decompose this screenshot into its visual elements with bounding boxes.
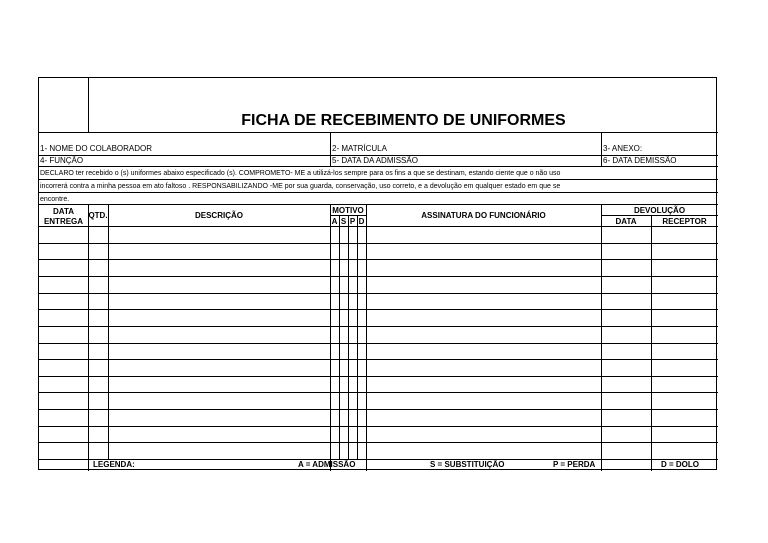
header-devolucao: DEVOLUÇÃO [633, 206, 686, 215]
table-row-line [39, 326, 718, 327]
header-motivo: MOTIVO [332, 206, 364, 215]
declaration-line: encontre. [40, 196, 70, 203]
header-motivo-p: P [349, 217, 356, 226]
table-row-line [39, 459, 718, 460]
legend-p: P = PERDA [553, 460, 596, 469]
field-data-admissao[interactable]: 5- DATA DA ADMISSÃO [332, 156, 418, 165]
table-column-line [348, 215, 349, 459]
table-grid [39, 78, 718, 471]
table-row-line [39, 259, 718, 260]
field-anexo[interactable]: 3- ANEXO: [603, 144, 643, 153]
declaration-line: incorrerá contra a minha pessoa em ato faltoso . RESPONSABILIZANDO -ME por sua guarda, conservação, uso correto, e a devolução em qualquer estado em que se [40, 183, 561, 190]
table-row-line [39, 392, 718, 393]
header-qtd: QTD. [88, 211, 108, 220]
table-row-line [39, 276, 718, 277]
legend-label: LEGENDA: [93, 460, 135, 469]
header-dev-receptor: RECEPTOR [662, 217, 707, 226]
header-motivo-a: A [331, 217, 338, 226]
field-matricula[interactable]: 2- MATRÍCULA [332, 144, 387, 153]
field-data-demissao[interactable]: 6- DATA DEMISSÃO [603, 156, 677, 165]
table-row-line [39, 442, 718, 443]
header-motivo-d: D [358, 217, 365, 226]
header-motivo-s: S [340, 217, 347, 226]
table-row-line [39, 359, 718, 360]
table-column-line [339, 215, 340, 459]
header-descricao: DESCRIÇÃO [194, 211, 243, 220]
declaration-line: DECLARO ter recebido o (s) uniformes abaixo especificado (s). COMPROMETO- ME a utilizá-los sempre para os fins a que se destinam, estando ciente que o não uso [40, 170, 561, 177]
header-assinatura: ASSINATURA DO FUNCIONÁRIO [421, 211, 546, 220]
field-funcao[interactable]: 4- FUNÇÃO [40, 156, 84, 165]
table-column-line [88, 204, 89, 471]
table-column-line [330, 204, 331, 471]
table-column-line [601, 204, 602, 471]
table-row-line [39, 426, 718, 427]
legend-a: A = ADMISSÃO [298, 460, 356, 469]
table-column-line [651, 215, 652, 471]
header-dev-data: DATA [615, 217, 637, 226]
form-title: FICHA DE RECEBIMENTO DE UNIFORMES [241, 112, 566, 129]
legend-d: D = DOLO [661, 460, 700, 469]
table-row-line [39, 293, 718, 294]
table-row-line [39, 343, 718, 344]
table-column-line [357, 215, 358, 459]
table-row-line [39, 409, 718, 410]
header-entrega: ENTREGA [43, 217, 84, 226]
table-row-line [39, 243, 718, 244]
uniform-receipt-form [38, 77, 717, 470]
table-row-line [39, 309, 718, 310]
header-data: DATA [52, 207, 75, 216]
field-nome-colaborador[interactable]: 1- NOME DO COLABORADOR [40, 144, 153, 153]
table-row-line [39, 376, 718, 377]
table-column-line [366, 204, 367, 471]
table-column-line [108, 204, 109, 459]
legend-s: S = SUBSTITUIÇÃO [430, 460, 505, 469]
